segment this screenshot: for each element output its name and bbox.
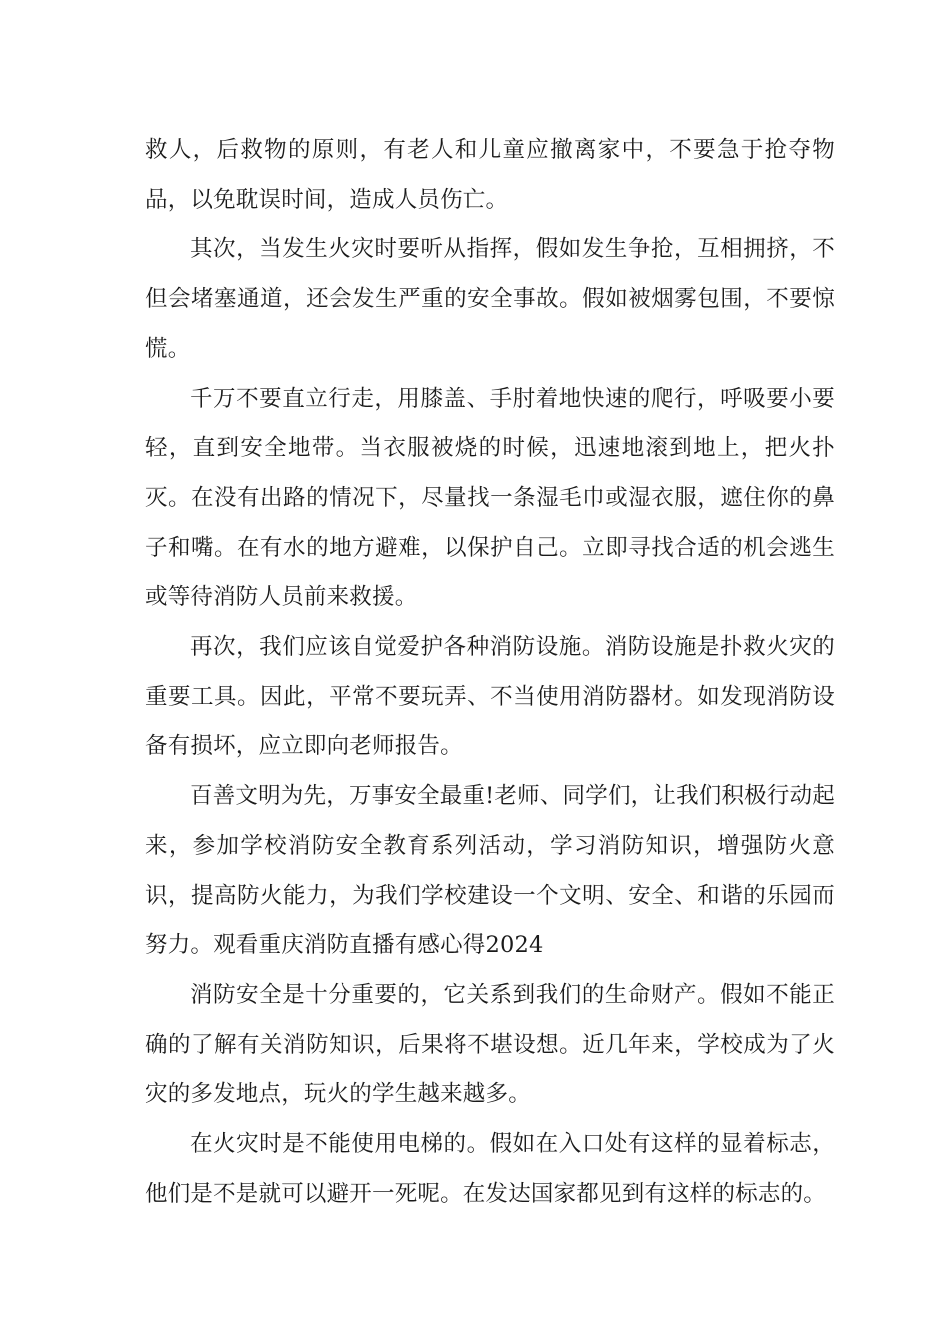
paragraph-1: 救人，后救物的原则，有老人和儿童应撤离家中，不要急于抢夺物品，以免耽误时间，造成人员伤亡。: [145, 137, 835, 213]
paragraph-2: 其次，当发生火灾时要听从指挥，假如发生争抢，互相拥挤，不但会堵塞通道，还会发生严重的安全事故。假如被烟雾包围，不要惊慌。: [145, 236, 835, 362]
paragraph-3: 千万不要直立行走，用膝盖、手肘着地快速的爬行，呼吸要小要轻，直到安全地带。当衣服被烧的时候，迅速地滚到地上，把火扑灭。在没有出路的情况下，尽量找一条湿毛巾或湿衣服，遮住你的鼻子和嘴。在有水的地方避难，以保护自己。立即寻找合适的机会逃生或等待消防人员前来救援。: [145, 385, 835, 611]
paragraph-5: 百善文明为先，万事安全最重!老师、同学们，让我们积极行动起来，参加学校消防安全教育系列活动，学习消防知识，增强防火意识，提高防火能力，为我们学校建设一个文明、安全、和谐的乐园而努力。观看重庆消防直播有感心得2024: [145, 783, 835, 959]
document-body: [145, 126, 835, 1219]
paragraph-4: 再次，我们应该自觉爱护各种消防设施。消防设施是扑救火灾的重要工具。因此，平常不要玩弄、不当使用消防器材。如发现消防设备有损坏，应立即向老师报告。: [145, 634, 835, 760]
paragraph-7: 在火灾时是不能使用电梯的。假如在入口处有这样的显着标志，他们是不是就可以避开一死呢。在发达国家都见到有这样的标志的。: [145, 1131, 835, 1207]
paragraph-6: 消防安全是十分重要的，它关系到我们的生命财产。假如不能正确的了解有关消防知识，后果将不堪设想。近几年来，学校成为了火灾的多发地点，玩火的学生越来越多。: [145, 981, 835, 1108]
